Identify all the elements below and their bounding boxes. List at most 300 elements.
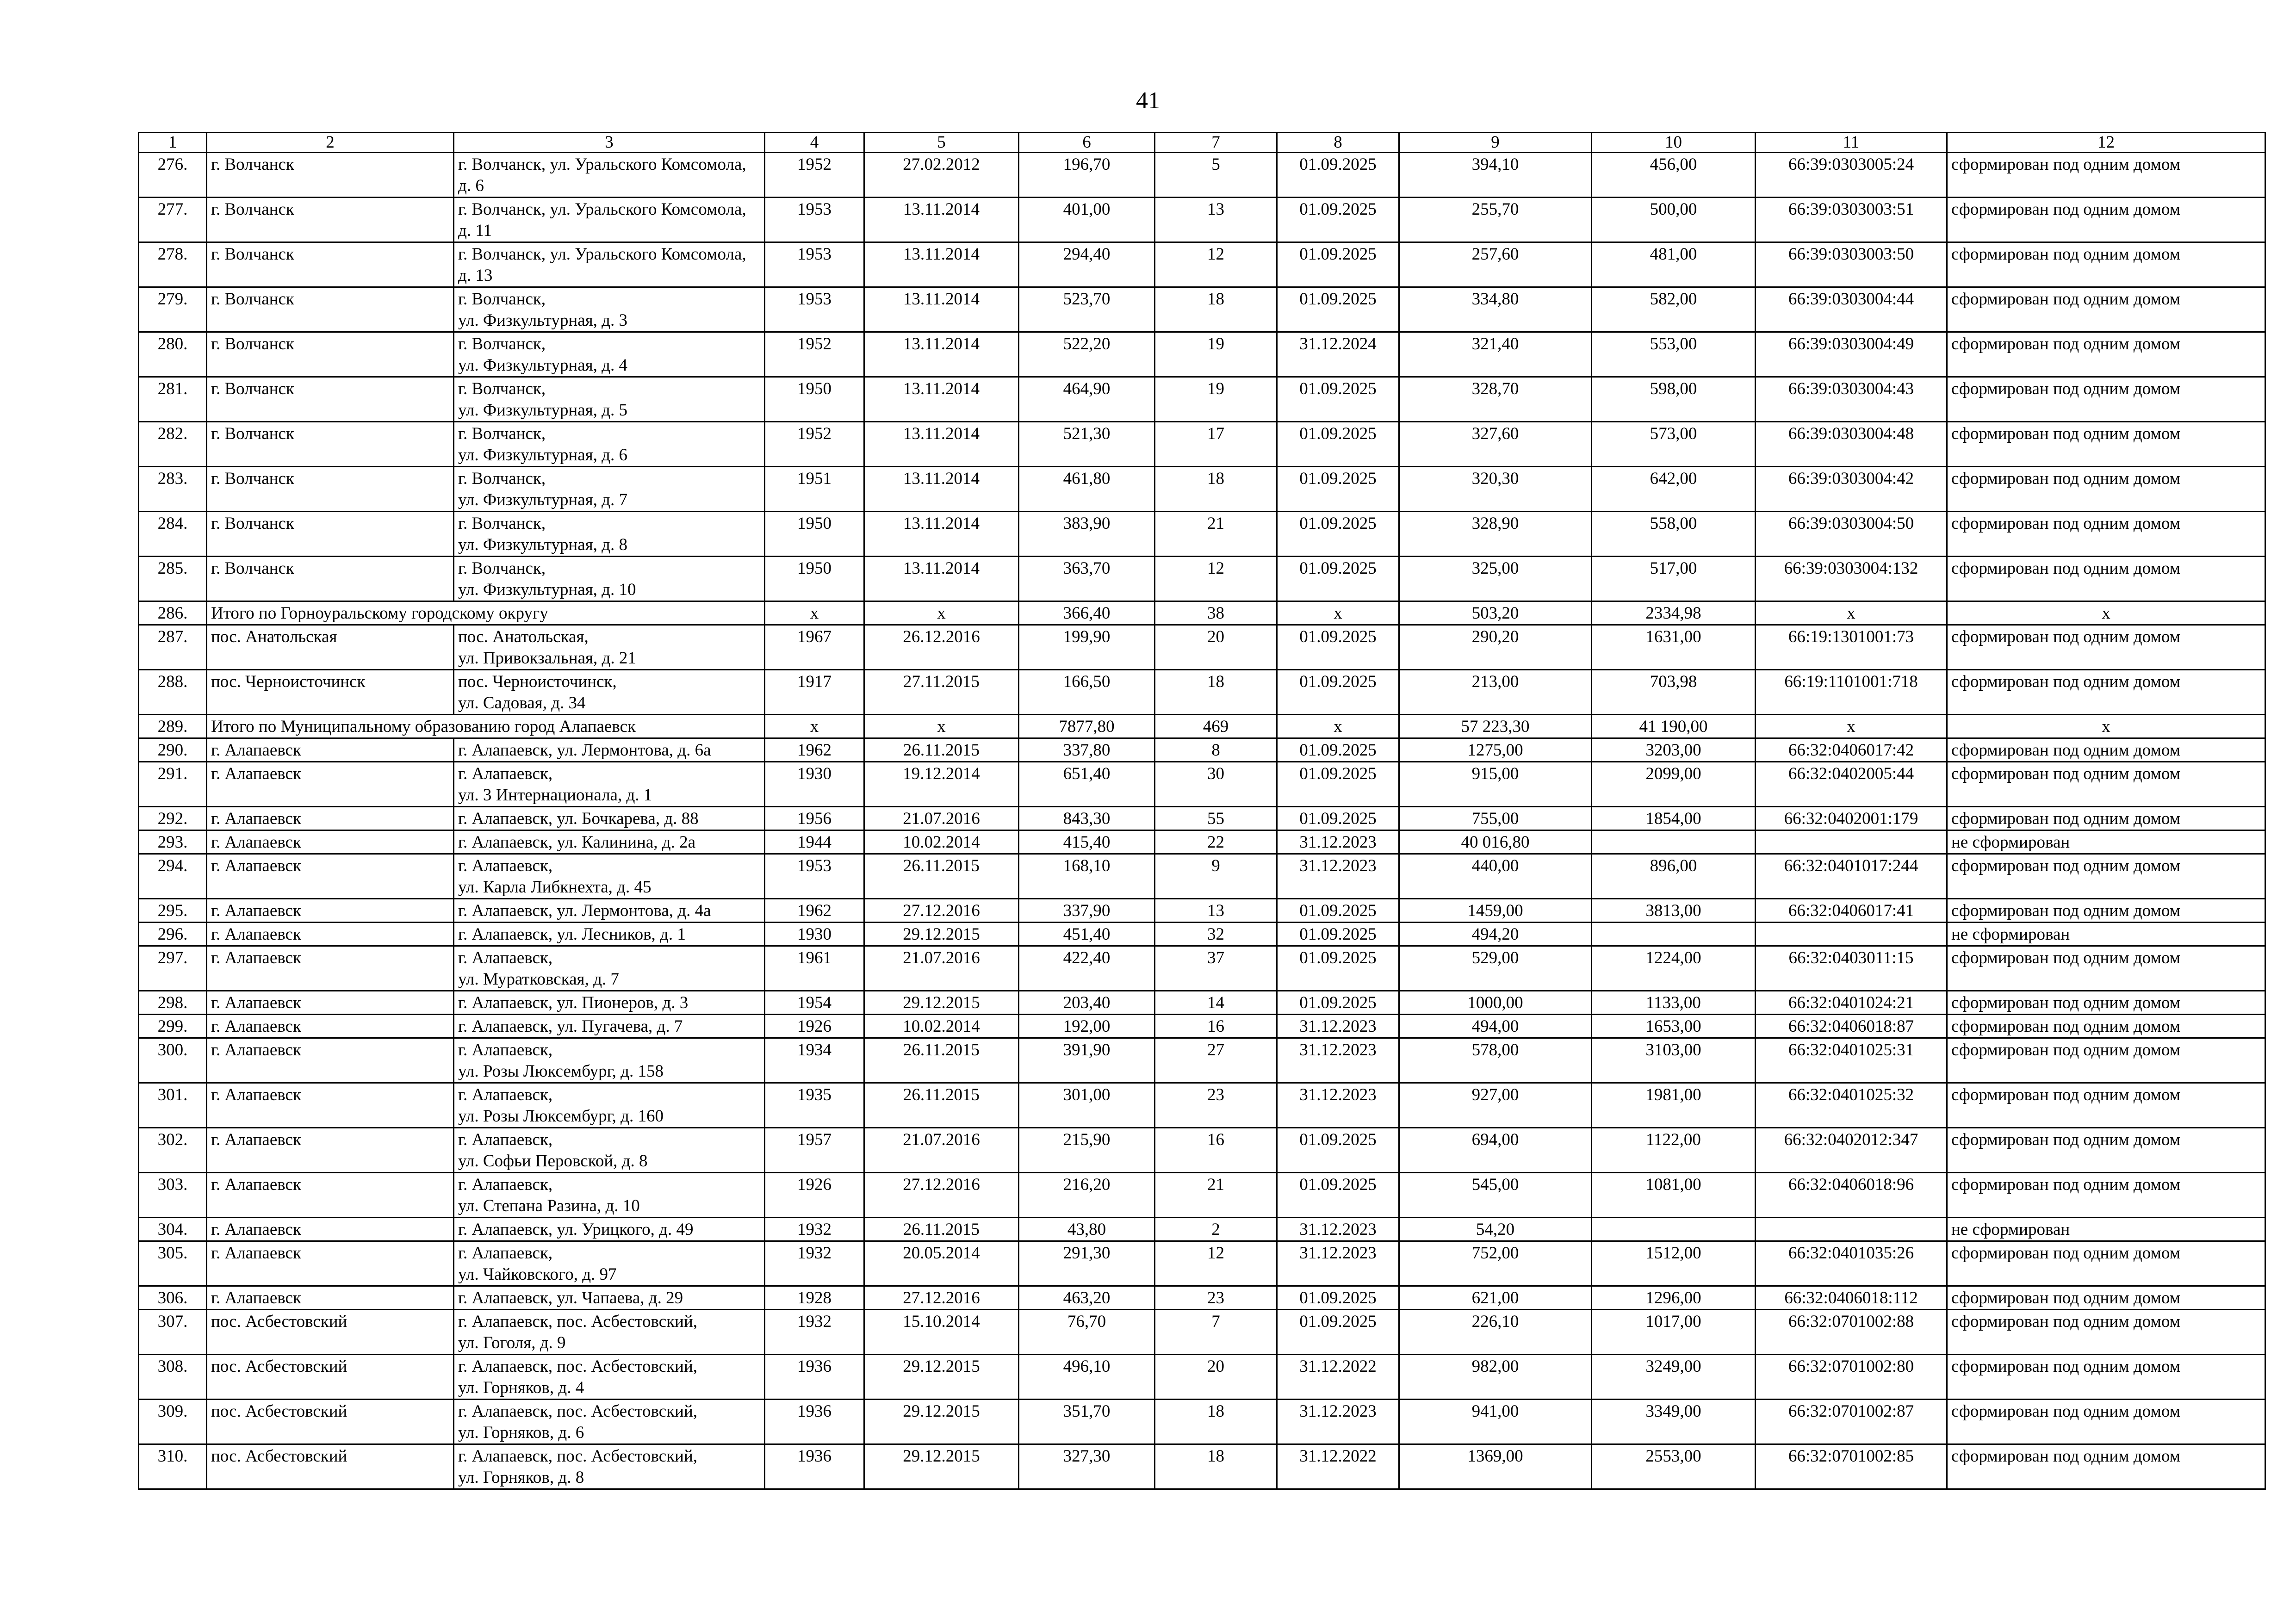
year-cell: 1930 [765, 923, 864, 946]
table-row [139, 422, 2265, 467]
year-cell: 1932 [765, 1218, 864, 1241]
deadline-cell: 01.09.2025 [1277, 1128, 1399, 1173]
land-status-cell: сформирован под одним домом [1947, 512, 2265, 557]
value-col9-cell: 54,20 [1399, 1218, 1592, 1241]
area-cell: 464,90 [1019, 377, 1155, 422]
date-cell: 29.12.2015 [864, 923, 1019, 946]
cadastral-number-cell: 66:39:0303004:48 [1756, 422, 1947, 467]
area-cell: 196,70 [1019, 153, 1155, 198]
land-status-cell: сформирован под одним домом [1947, 738, 2265, 762]
value-col9-cell: 325,00 [1399, 557, 1592, 601]
cadastral-number-cell: 66:39:0303004:49 [1756, 332, 1947, 377]
land-status-cell: сформирован под одним домом [1947, 332, 2265, 377]
value-col10-cell: 573,00 [1592, 422, 1756, 467]
value-col9-cell: 213,00 [1399, 670, 1592, 715]
locality-cell: пос. Асбестовский [207, 1400, 454, 1444]
table-row [139, 1310, 2265, 1355]
row-number: 309. [139, 1400, 207, 1444]
area-cell: 166,50 [1019, 670, 1155, 715]
address-cell: пос. Анатольская, ул. Привокзальная, д. 21 [454, 625, 765, 670]
row-number: 295. [139, 899, 207, 923]
cadastral-number-cell: 66:39:0303004:44 [1756, 287, 1947, 332]
area-cell: 76,70 [1019, 1310, 1155, 1355]
cadastral-number-cell: 66:32:0401035:26 [1756, 1241, 1947, 1286]
deadline-cell: 01.09.2025 [1277, 198, 1399, 242]
value-col10-cell [1592, 830, 1756, 854]
locality-cell: г. Алапаевск [207, 830, 454, 854]
date-cell: 29.12.2015 [864, 1444, 1019, 1489]
cadastral-number-cell [1756, 923, 1947, 946]
value-col10-cell: 2553,00 [1592, 1444, 1756, 1489]
table-row [139, 467, 2265, 512]
table-row [139, 377, 2265, 422]
value-col9-cell: 327,60 [1399, 422, 1592, 467]
locality-cell: г. Алапаевск [207, 946, 454, 991]
value-col9-cell: 394,10 [1399, 153, 1592, 198]
date-cell: 27.02.2012 [864, 153, 1019, 198]
deadline-cell: 31.12.2024 [1277, 332, 1399, 377]
land-status-cell: сформирован под одним домом [1947, 198, 2265, 242]
locality-cell: г. Алапаевск [207, 1241, 454, 1286]
address-cell: г. Алапаевск, ул. Урицкого, д. 49 [454, 1218, 765, 1241]
area-cell: 301,00 [1019, 1083, 1155, 1128]
locality-cell: г. Алапаевск [207, 923, 454, 946]
deadline-cell: 01.09.2025 [1277, 738, 1399, 762]
value-col9-cell: 752,00 [1399, 1241, 1592, 1286]
row-number: 276. [139, 153, 207, 198]
year-cell: 1962 [765, 899, 864, 923]
table-row [139, 1286, 2265, 1310]
year-cell: 1932 [765, 1310, 864, 1355]
locality-cell: пос. Асбестовский [207, 1355, 454, 1400]
value-col9-cell: 578,00 [1399, 1038, 1592, 1083]
area-cell: 391,90 [1019, 1038, 1155, 1083]
land-status-cell: не сформирован [1947, 923, 2265, 946]
value-col10-cell: 896,00 [1592, 854, 1756, 899]
value-col9-cell: 1000,00 [1399, 991, 1592, 1015]
row-number: 300. [139, 1038, 207, 1083]
year-cell: 1953 [765, 287, 864, 332]
locality-cell: пос. Асбестовский [207, 1310, 454, 1355]
year-cell: 1951 [765, 467, 864, 512]
residents-cell: 8 [1155, 738, 1277, 762]
cadastral-number-cell: 66:32:0406018:87 [1756, 1015, 1947, 1038]
cadastral-number-cell: 66:32:0406018:96 [1756, 1173, 1947, 1218]
address-cell: г. Волчанск, ул. Физкультурная, д. 7 [454, 467, 765, 512]
land-status-cell: не сформирован [1947, 1218, 2265, 1241]
table-row [139, 1444, 2265, 1489]
year-cell: 1967 [765, 625, 864, 670]
row-number: 288. [139, 670, 207, 715]
deadline-cell: 01.09.2025 [1277, 242, 1399, 287]
row-number: 305. [139, 1241, 207, 1286]
table-row [139, 762, 2265, 807]
date-cell: 27.12.2016 [864, 899, 1019, 923]
year-cell: 1928 [765, 1286, 864, 1310]
date-cell: 29.12.2015 [864, 1400, 1019, 1444]
cadastral-number-cell: 66:19:1101001:718 [1756, 670, 1947, 715]
value-col10-cell: 3103,00 [1592, 1038, 1756, 1083]
area-cell: 294,40 [1019, 242, 1155, 287]
cadastral-number-cell: 66:32:0701002:80 [1756, 1355, 1947, 1400]
address-cell: г. Алапаевск, пос. Асбестовский, ул. Горняков, д. 4 [454, 1355, 765, 1400]
year-cell: 1935 [765, 1083, 864, 1128]
value-col9-cell: 328,70 [1399, 377, 1592, 422]
total-label: Итого по Горноуральскому городскому округу [207, 601, 765, 625]
value-col10-cell: 1854,00 [1592, 807, 1756, 830]
land-status-cell: сформирован под одним домом [1947, 1400, 2265, 1444]
cadastral-number-cell: 66:39:0303004:43 [1756, 377, 1947, 422]
area-cell: 451,40 [1019, 923, 1155, 946]
locality-cell: г. Алапаевск [207, 1286, 454, 1310]
residents-cell: 23 [1155, 1083, 1277, 1128]
value-col10-cell [1592, 1218, 1756, 1241]
locality-cell: г. Волчанск [207, 467, 454, 512]
area-cell: 496,10 [1019, 1355, 1155, 1400]
area-cell: 351,70 [1019, 1400, 1155, 1444]
year-cell: 1934 [765, 1038, 864, 1083]
area-cell: 461,80 [1019, 467, 1155, 512]
cadastral-number-cell: 66:32:0701002:85 [1756, 1444, 1947, 1489]
area-cell: 337,80 [1019, 738, 1155, 762]
row-number: 287. [139, 625, 207, 670]
value-col9-cell: 57 223,30 [1399, 715, 1592, 738]
value-col9-cell: 621,00 [1399, 1286, 1592, 1310]
cadastral-number-cell: 66:32:0701002:87 [1756, 1400, 1947, 1444]
column-header: 10 [1592, 133, 1756, 153]
table-row [139, 512, 2265, 557]
column-header: 6 [1019, 133, 1155, 153]
cadastral-number-cell: 66:39:0303003:50 [1756, 242, 1947, 287]
row-number: 279. [139, 287, 207, 332]
row-number: 285. [139, 557, 207, 601]
land-status-cell: сформирован под одним домом [1947, 467, 2265, 512]
table-row [139, 1218, 2265, 1241]
locality-cell: г. Алапаевск [207, 1218, 454, 1241]
year-cell: 1950 [765, 557, 864, 601]
land-status-cell: сформирован под одним домом [1947, 1015, 2265, 1038]
date-cell: 20.05.2014 [864, 1241, 1019, 1286]
table-row [139, 1173, 2265, 1218]
table-row [139, 1038, 2265, 1083]
row-number: 296. [139, 923, 207, 946]
table-row [139, 625, 2265, 670]
date-cell: 19.12.2014 [864, 762, 1019, 807]
deadline-cell: 01.09.2025 [1277, 1286, 1399, 1310]
residents-cell: 19 [1155, 377, 1277, 422]
value-col9-cell: 40 016,80 [1399, 830, 1592, 854]
residents-cell: 12 [1155, 1241, 1277, 1286]
area-cell: 168,10 [1019, 854, 1155, 899]
land-status-cell: сформирован под одним домом [1947, 557, 2265, 601]
page-number: 41 [1136, 87, 1160, 114]
value-col10-cell: 2334,98 [1592, 601, 1756, 625]
area-cell: 337,90 [1019, 899, 1155, 923]
locality-cell: г. Волчанск [207, 557, 454, 601]
area-cell: 521,30 [1019, 422, 1155, 467]
year-cell: 1953 [765, 198, 864, 242]
area-cell: 522,20 [1019, 332, 1155, 377]
date-cell: 13.11.2014 [864, 332, 1019, 377]
row-number: 289. [139, 715, 207, 738]
year-cell: 1962 [765, 738, 864, 762]
deadline-cell: 31.12.2023 [1277, 1083, 1399, 1128]
residents-cell: 14 [1155, 991, 1277, 1015]
value-col9-cell: 290,20 [1399, 625, 1592, 670]
cadastral-number-cell: 66:32:0406017:41 [1756, 899, 1947, 923]
value-col9-cell: 494,20 [1399, 923, 1592, 946]
land-status-cell: сформирован под одним домом [1947, 854, 2265, 899]
value-col9-cell: 320,30 [1399, 467, 1592, 512]
deadline-cell: 01.09.2025 [1277, 923, 1399, 946]
locality-cell: г. Алапаевск [207, 1038, 454, 1083]
address-cell: г. Алапаевск, ул. Софьи Перовской, д. 8 [454, 1128, 765, 1173]
locality-cell: пос. Анатольская [207, 625, 454, 670]
row-number: 280. [139, 332, 207, 377]
locality-cell: г. Алапаевск [207, 899, 454, 923]
column-header: 3 [454, 133, 765, 153]
year-cell: 1944 [765, 830, 864, 854]
residents-cell: 21 [1155, 512, 1277, 557]
date-cell: 26.11.2015 [864, 738, 1019, 762]
address-cell: г. Алапаевск, пос. Асбестовский, ул. Гоголя, д. 9 [454, 1310, 765, 1355]
value-col10-cell: 558,00 [1592, 512, 1756, 557]
residents-cell: 18 [1155, 670, 1277, 715]
value-col10-cell: 517,00 [1592, 557, 1756, 601]
residents-cell: 18 [1155, 287, 1277, 332]
column-header: 4 [765, 133, 864, 153]
row-number: 278. [139, 242, 207, 287]
value-col10-cell: 3203,00 [1592, 738, 1756, 762]
residents-cell: 17 [1155, 422, 1277, 467]
deadline-cell: 31.12.2022 [1277, 1444, 1399, 1489]
value-col10-cell: 500,00 [1592, 198, 1756, 242]
deadline-cell: 01.09.2025 [1277, 762, 1399, 807]
residents-cell: 16 [1155, 1015, 1277, 1038]
area-cell: 383,90 [1019, 512, 1155, 557]
cadastral-number-cell: 66:32:0402005:44 [1756, 762, 1947, 807]
row-number: 286. [139, 601, 207, 625]
locality-cell: г. Волчанск [207, 512, 454, 557]
total-label: Итого по Муниципальному образованию город Алапаевск [207, 715, 765, 738]
row-number: 297. [139, 946, 207, 991]
value-col9-cell: 503,20 [1399, 601, 1592, 625]
residents-cell: 55 [1155, 807, 1277, 830]
area-cell: 203,40 [1019, 991, 1155, 1015]
date-cell: 13.11.2014 [864, 242, 1019, 287]
row-number: 284. [139, 512, 207, 557]
value-col9-cell: 941,00 [1399, 1400, 1592, 1444]
value-col10-cell: 481,00 [1592, 242, 1756, 287]
value-col10-cell: 1653,00 [1592, 1015, 1756, 1038]
residents-cell: 32 [1155, 923, 1277, 946]
value-col9-cell: 1369,00 [1399, 1444, 1592, 1489]
land-status-cell: сформирован под одним домом [1947, 422, 2265, 467]
area-cell: 363,70 [1019, 557, 1155, 601]
table-row [139, 287, 2265, 332]
value-col10-cell: 41 190,00 [1592, 715, 1756, 738]
table-row [139, 807, 2265, 830]
column-header: 7 [1155, 133, 1277, 153]
deadline-cell: 01.09.2025 [1277, 991, 1399, 1015]
residents-cell: 16 [1155, 1128, 1277, 1173]
column-header: 2 [207, 133, 454, 153]
table-row [139, 332, 2265, 377]
row-number: 292. [139, 807, 207, 830]
table-row [139, 1128, 2265, 1173]
area-cell: 415,40 [1019, 830, 1155, 854]
year-cell: 1926 [765, 1173, 864, 1218]
address-cell: г. Волчанск, ул. Физкультурная, д. 10 [454, 557, 765, 601]
area-cell: 463,20 [1019, 1286, 1155, 1310]
deadline-cell: 01.09.2025 [1277, 153, 1399, 198]
cadastral-number-cell: 66:32:0701002:88 [1756, 1310, 1947, 1355]
deadline-cell: 31.12.2023 [1277, 1241, 1399, 1286]
locality-cell: г. Волчанск [207, 153, 454, 198]
locality-cell: г. Алапаевск [207, 762, 454, 807]
land-status-cell: сформирован под одним домом [1947, 762, 2265, 807]
value-col9-cell: 226,10 [1399, 1310, 1592, 1355]
row-number: 307. [139, 1310, 207, 1355]
land-status-cell: сформирован под одним домом [1947, 625, 2265, 670]
residents-cell: 37 [1155, 946, 1277, 991]
year-cell: 1936 [765, 1444, 864, 1489]
land-status-cell: сформирован под одним домом [1947, 1083, 2265, 1128]
value-col9-cell: 440,00 [1399, 854, 1592, 899]
locality-cell: г. Алапаевск [207, 1083, 454, 1128]
date-cell: 21.07.2016 [864, 1128, 1019, 1173]
locality-cell: г. Алапаевск [207, 991, 454, 1015]
residents-cell: 20 [1155, 1355, 1277, 1400]
value-col10-cell: 1122,00 [1592, 1128, 1756, 1173]
year-cell: 1936 [765, 1355, 864, 1400]
value-col10-cell: 3249,00 [1592, 1355, 1756, 1400]
total-row [139, 601, 2265, 625]
date-cell: 21.07.2016 [864, 807, 1019, 830]
value-col10-cell: 1296,00 [1592, 1286, 1756, 1310]
area-cell: 192,00 [1019, 1015, 1155, 1038]
year-cell: 1917 [765, 670, 864, 715]
land-status-cell: не сформирован [1947, 830, 2265, 854]
deadline-cell: 31.12.2023 [1277, 854, 1399, 899]
address-cell: г. Волчанск, ул. Уральского Комсомола, д. 6 [454, 153, 765, 198]
cadastral-number-cell: 66:39:0303004:42 [1756, 467, 1947, 512]
residents-cell: 2 [1155, 1218, 1277, 1241]
land-status-cell: сформирован под одним домом [1947, 153, 2265, 198]
deadline-cell: 01.09.2025 [1277, 1173, 1399, 1218]
value-col10-cell: 1017,00 [1592, 1310, 1756, 1355]
date-cell: 15.10.2014 [864, 1310, 1019, 1355]
residents-cell: 18 [1155, 1444, 1277, 1489]
cadastral-number-cell: 66:19:1301001:73 [1756, 625, 1947, 670]
area-cell: 43,80 [1019, 1218, 1155, 1241]
table-row [139, 1400, 2265, 1444]
value-col10-cell: 1081,00 [1592, 1173, 1756, 1218]
value-col9-cell: 927,00 [1399, 1083, 1592, 1128]
date-cell: 10.02.2014 [864, 1015, 1019, 1038]
deadline-cell: 31.12.2023 [1277, 1015, 1399, 1038]
value-col9-cell: 321,40 [1399, 332, 1592, 377]
locality-cell: пос. Асбестовский [207, 1444, 454, 1489]
locality-cell: г. Алапаевск [207, 1173, 454, 1218]
date-cell: x [864, 715, 1019, 738]
deadline-cell: 01.09.2025 [1277, 670, 1399, 715]
cadastral-number-cell: 66:39:0303004:132 [1756, 557, 1947, 601]
address-cell: г. Алапаевск, пос. Асбестовский, ул. Горняков, д. 6 [454, 1400, 765, 1444]
value-col9-cell: 334,80 [1399, 287, 1592, 332]
residents-cell: 19 [1155, 332, 1277, 377]
locality-cell: г. Волчанск [207, 332, 454, 377]
area-cell: 422,40 [1019, 946, 1155, 991]
value-col9-cell: 1275,00 [1399, 738, 1592, 762]
column-header: 5 [864, 133, 1019, 153]
deadline-cell: 01.09.2025 [1277, 557, 1399, 601]
date-cell: 27.12.2016 [864, 1173, 1019, 1218]
total-row [139, 715, 2265, 738]
row-number: 294. [139, 854, 207, 899]
row-number: 302. [139, 1128, 207, 1173]
value-col9-cell: 755,00 [1399, 807, 1592, 830]
year-cell: 1961 [765, 946, 864, 991]
row-number: 301. [139, 1083, 207, 1128]
cadastral-number-cell: 66:32:0403011:15 [1756, 946, 1947, 991]
row-number: 310. [139, 1444, 207, 1489]
area-cell: 523,70 [1019, 287, 1155, 332]
cadastral-number-cell: 66:39:0303003:51 [1756, 198, 1947, 242]
row-number: 303. [139, 1173, 207, 1218]
value-col10-cell: 2099,00 [1592, 762, 1756, 807]
address-cell: г. Алапаевск, ул. Пугачева, д. 7 [454, 1015, 765, 1038]
column-header: 11 [1756, 133, 1947, 153]
address-cell: г. Алапаевск, ул. Лермонтова, д. 6а [454, 738, 765, 762]
value-col10-cell: 3813,00 [1592, 899, 1756, 923]
deadline-cell: 01.09.2025 [1277, 377, 1399, 422]
area-cell: 291,30 [1019, 1241, 1155, 1286]
locality-cell: г. Волчанск [207, 198, 454, 242]
address-cell: г. Волчанск, ул. Физкультурная, д. 8 [454, 512, 765, 557]
area-cell: 651,40 [1019, 762, 1155, 807]
locality-cell: г. Алапаевск [207, 807, 454, 830]
address-cell: г. Алапаевск, ул. Степана Разина, д. 10 [454, 1173, 765, 1218]
deadline-cell: 01.09.2025 [1277, 1310, 1399, 1355]
value-col10-cell: 1512,00 [1592, 1241, 1756, 1286]
date-cell: 27.12.2016 [864, 1286, 1019, 1310]
year-cell: 1952 [765, 422, 864, 467]
table-row [139, 1083, 2265, 1128]
row-number: 277. [139, 198, 207, 242]
table-row [139, 946, 2265, 991]
address-cell: г. Алапаевск, ул. Пионеров, д. 3 [454, 991, 765, 1015]
land-status-cell: сформирован под одним домом [1947, 1128, 2265, 1173]
value-col10-cell: 642,00 [1592, 467, 1756, 512]
cadastral-number-cell: 66:32:0402012:347 [1756, 1128, 1947, 1173]
column-header: 8 [1277, 133, 1399, 153]
value-col10-cell [1592, 923, 1756, 946]
deadline-cell: 31.12.2023 [1277, 1218, 1399, 1241]
date-cell: 13.11.2014 [864, 198, 1019, 242]
address-cell: г. Волчанск, ул. Физкультурная, д. 6 [454, 422, 765, 467]
address-cell: г. Волчанск, ул. Физкультурная, д. 4 [454, 332, 765, 377]
cadastral-number-cell: 66:32:0402001:179 [1756, 807, 1947, 830]
value-col9-cell: 1459,00 [1399, 899, 1592, 923]
year-cell: 1956 [765, 807, 864, 830]
address-cell: пос. Черноисточинск, ул. Садовая, д. 34 [454, 670, 765, 715]
area-cell: 401,00 [1019, 198, 1155, 242]
value-col9-cell: 494,00 [1399, 1015, 1592, 1038]
column-header: 12 [1947, 133, 2265, 153]
row-number: 306. [139, 1286, 207, 1310]
address-cell: г. Волчанск, ул. Физкультурная, д. 5 [454, 377, 765, 422]
